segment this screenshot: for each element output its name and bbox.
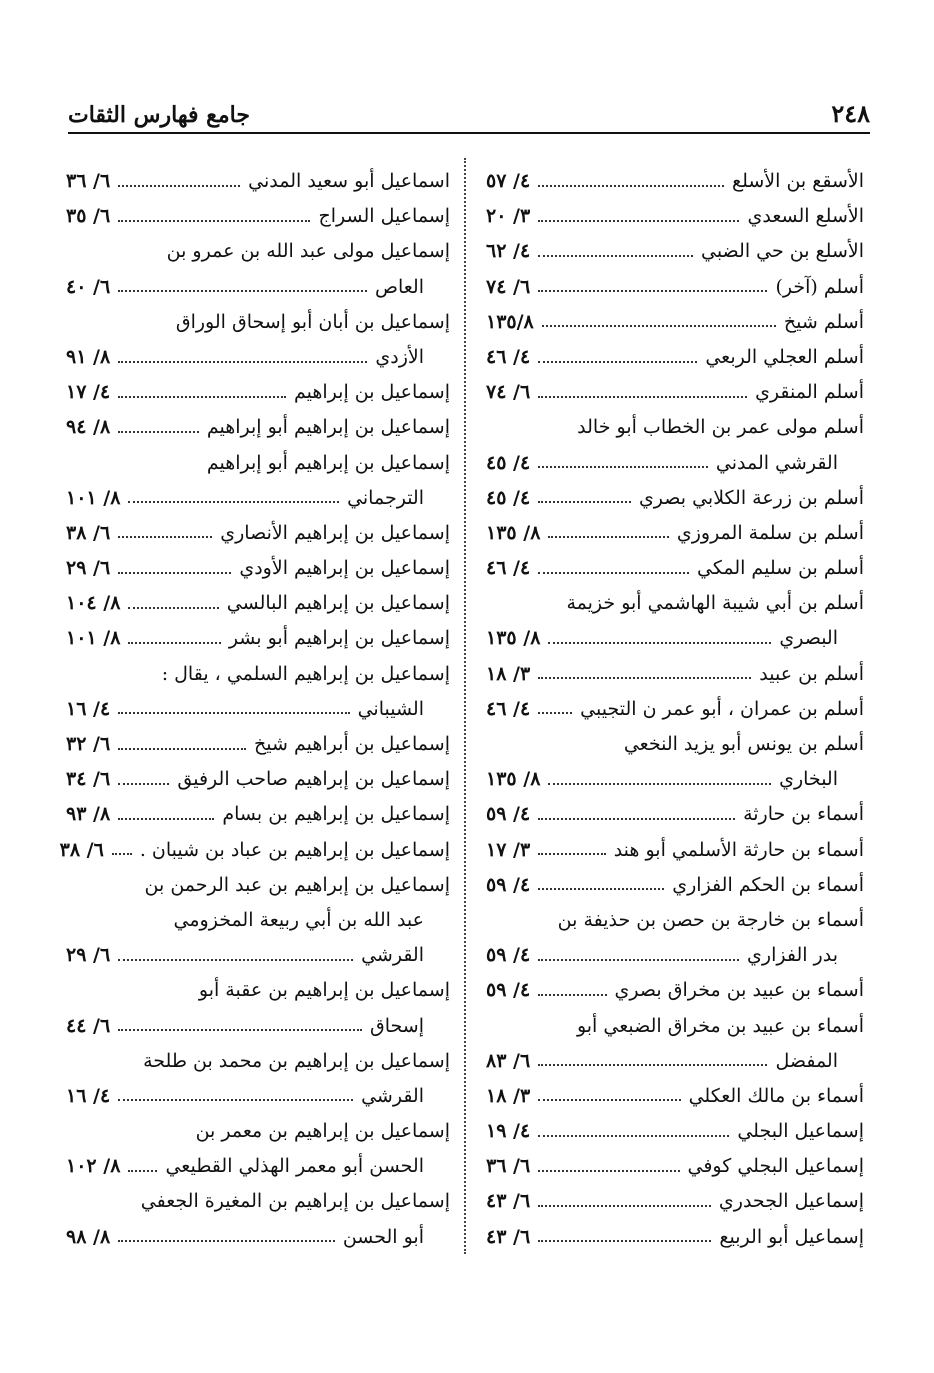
index-entry (486, 586, 864, 621)
dot-leader (548, 642, 771, 644)
index-entry (66, 1184, 450, 1219)
entry-name: عبد الله بن أبي ربيعة المخزومي (173, 908, 424, 931)
index-entry (486, 1009, 864, 1044)
dot-leader (538, 1099, 680, 1101)
entry-name: إسماعيل بن إبراهيم بن محمد بن طلحة (143, 1049, 450, 1072)
index-entry (486, 833, 864, 868)
index-entry (66, 727, 450, 762)
dot-leader (538, 1135, 729, 1137)
dot-leader (538, 501, 631, 503)
volume-page-ref: ٨/ ١٠١ (66, 486, 121, 509)
index-entry-continuation (66, 1220, 450, 1255)
volume-page-ref: ٦/ ٤٣ (486, 1225, 531, 1248)
entry-name: إسماعيل بن إبراهيم بن بسام (222, 803, 450, 826)
entry-name: أسلم العجلي الربعي (705, 345, 864, 368)
index-entry-continuation (66, 938, 450, 973)
volume-page-ref: ٤/ ٤٥ (486, 451, 531, 474)
entry-name: الحسن أبو معمر الهذلي القطيعي (165, 1155, 424, 1178)
dot-leader (118, 818, 214, 820)
volume-page-ref: ٨/ ١٣٥ (486, 768, 541, 791)
volume-page-ref: ٨/ ١٣٥ (486, 627, 541, 650)
index-entry (66, 516, 450, 551)
dot-leader (118, 783, 169, 785)
dot-leader (538, 361, 697, 363)
index-entry-continuation (486, 938, 864, 973)
index-entry (486, 340, 864, 375)
dot-leader (128, 1170, 157, 1172)
entry-name: إسماعيل بن إبراهيم بن المغيرة الجعفي (140, 1190, 450, 1213)
index-entry (486, 481, 864, 516)
entry-name: بدر الفزاري (747, 944, 838, 967)
index-entry-continuation (66, 481, 450, 516)
volume-page-ref: ٤/ ٤٦ (486, 697, 531, 720)
dot-leader (538, 255, 693, 257)
index-entry (66, 868, 450, 903)
dot-leader (118, 1240, 335, 1242)
index-entry (486, 1220, 864, 1255)
index-entry (66, 305, 450, 340)
index-entry (66, 973, 450, 1008)
entry-name: أسماء بن الحكم الفزاري (672, 873, 864, 896)
entry-name: الترجماني (347, 486, 424, 509)
entry-name: أسماء بن حارثة (743, 803, 864, 826)
index-entry (59, 833, 450, 868)
dot-leader (118, 220, 310, 222)
entry-name: إسماعيل بن إبراهيم أبو إبراهيم (206, 451, 450, 474)
dot-leader (538, 466, 708, 468)
index-entry (66, 410, 450, 445)
volume-page-ref: ٤/ ١٩ (486, 1120, 531, 1143)
index-entry (486, 868, 864, 903)
volume-page-ref: ٦/ ٢٩ (66, 944, 111, 967)
entry-name: إسماعيل الجحدري (718, 1190, 864, 1213)
volume-page-ref: ٤/ ٥٩ (486, 979, 531, 1002)
dot-leader (118, 748, 246, 750)
volume-page-ref: ٦/ ٣٨ (66, 521, 111, 544)
entry-name: أسماء بن عبيد بن مخراق الضبعي أبو (576, 1014, 864, 1037)
entry-name: أسلم بن سليم المكي (697, 557, 864, 580)
volume-page-ref: ٨/ ٩٤ (66, 416, 111, 439)
index-entry (486, 410, 864, 445)
volume-page-ref: ٦/ ٧٤ (486, 275, 531, 298)
volume-page-ref: ٨/ ١٠٤ (66, 592, 121, 615)
dot-leader (118, 431, 199, 433)
index-entry (66, 586, 450, 621)
index-entry (486, 164, 864, 199)
entry-name: المفضل (775, 1049, 838, 1072)
dot-leader (538, 677, 751, 679)
volume-page-ref: ٦/ ٣٢ (66, 733, 111, 755)
index-entry (486, 305, 864, 340)
entry-name: إسماعيل بن إبراهيم بن عقبة أبو (198, 979, 450, 1002)
index-entry-continuation (66, 1149, 450, 1184)
dot-leader (542, 325, 776, 327)
index-entry (66, 551, 450, 586)
entry-name: إسماعيل مولى عبد الله بن عمرو بن (166, 240, 450, 263)
index-entry (486, 797, 864, 832)
volume-page-ref: ٦/ ٧٤ (486, 381, 531, 404)
volume-page-ref: ٨/ ١٠١ (66, 627, 121, 650)
volume-page-ref: ٦/ ٨٣ (486, 1049, 531, 1072)
entry-name: العاص (375, 275, 424, 298)
dot-leader (128, 607, 218, 609)
volume-page-ref: ٦/ ٢٩ (66, 557, 111, 580)
entry-name: إسحاق (370, 1014, 424, 1037)
index-column-left (59, 164, 450, 1255)
volume-page-ref: ٤/ ٥٧ (486, 170, 531, 192)
index-entry (486, 270, 864, 305)
entry-name: أسلم بن أبي شيبة الهاشمي أبو خزيمة (566, 592, 864, 615)
dot-leader (548, 783, 771, 785)
entry-name: البخاري (779, 768, 838, 791)
entry-name: أسماء بن مالك العكلي (688, 1084, 864, 1107)
index-entry-continuation (486, 762, 864, 797)
index-entry (486, 1079, 864, 1114)
index-entry-continuation (486, 1044, 864, 1079)
index-entry-continuation (66, 1079, 450, 1114)
entry-name: أسلم شيخ (783, 310, 864, 333)
entry-name: أسماء بن حارثة الأسلمي أبو هند (613, 838, 864, 861)
dot-leader (128, 642, 220, 644)
volume-page-ref: ٦/ ٤٠ (66, 275, 111, 298)
dot-leader (538, 888, 664, 890)
dot-leader (538, 220, 739, 222)
dot-leader (538, 818, 735, 820)
entry-name: أسلم بن يونس أبو يزيد النخعي (623, 733, 864, 755)
entry-name: إسماعيل بن إبراهيم الأنصاري (220, 521, 450, 544)
index-entry (486, 1114, 864, 1149)
index-entry (486, 375, 864, 410)
dot-leader (128, 501, 339, 503)
index-entry (486, 692, 864, 727)
entry-name: إسماعيل بن إبراهيم (294, 381, 450, 404)
volume-page-ref: ٤/ ١٦ (66, 1084, 111, 1107)
entry-name: إسماعيل بن إبراهيم السلمي ، يقال : (161, 662, 450, 685)
volume-page-ref: ٤/ ١٧ (66, 381, 111, 404)
entry-name: أسماء بن عبيد بن مخراق بصري (614, 979, 864, 1002)
entry-name: القرشي المدني (715, 451, 838, 474)
volume-page-ref: ٨/ ١٠٢ (66, 1155, 121, 1178)
dot-leader (118, 712, 349, 714)
entry-name: اسماعيل أبو سعيد المدني (248, 170, 450, 192)
entry-name: الأزدي (375, 345, 424, 368)
entry-name: الشيباني (357, 697, 424, 720)
index-entry (66, 621, 450, 656)
dot-leader (112, 853, 132, 855)
volume-page-ref: ٣/ ١٨ (486, 662, 531, 685)
index-entry (486, 903, 864, 938)
entry-name: إسماعيل بن إبراهيم بن عبد الرحمن بن (144, 873, 450, 896)
index-entry (66, 657, 450, 692)
index-entry (486, 973, 864, 1008)
index-entry (486, 234, 864, 269)
entry-name: إسماعيل بن إبراهيم صاحب الرفيق (177, 768, 450, 791)
entry-name: إسماعيل السراج (318, 205, 450, 228)
entry-name: أسلم المنقري (755, 381, 864, 404)
dot-leader (538, 572, 689, 574)
entry-name: إسماعيل بن إبراهيم أبو إبراهيم (206, 416, 450, 439)
index-entry (66, 164, 450, 199)
index-entry (486, 727, 864, 762)
page-header (68, 92, 870, 134)
index-entry-continuation (66, 340, 450, 375)
dot-leader (118, 290, 367, 292)
volume-page-ref: ٤/ ٥٩ (486, 803, 531, 826)
dot-leader (538, 185, 724, 187)
volume-page-ref: ٦/ ٣٤ (66, 768, 111, 791)
dot-leader (118, 536, 212, 538)
index-entry (66, 446, 450, 481)
entry-name: القرشي (361, 1084, 424, 1107)
entry-name: إسماعيل بن إبراهيم البالسي (226, 592, 450, 615)
volume-page-ref: ٣/ ١٨ (486, 1084, 531, 1107)
column-divider (464, 158, 466, 1254)
dot-leader (118, 572, 231, 574)
entry-name: الأسقع بن الأسلع (731, 170, 864, 192)
entry-name: أبو الحسن (342, 1225, 424, 1248)
index-entry (486, 1184, 864, 1219)
volume-page-ref: ٤/ ٤٦ (486, 557, 531, 580)
volume-page-ref: ٤/ ٥٩ (486, 944, 531, 967)
dot-leader (118, 959, 353, 961)
entry-name: أسلم بن زرعة الكلابي بصري (638, 486, 864, 509)
entry-name: إسماعيل أبو الربيع (719, 1225, 864, 1248)
index-entry-continuation (66, 903, 450, 938)
volume-page-ref: ٨/ ٩٣ (66, 803, 111, 826)
index-entry-continuation (66, 692, 450, 727)
entry-name: إسماعيل بن إبراهيم أبو بشر (228, 627, 450, 650)
entry-name: إسماعيل بن إبراهيم بن عباد بن شيبان . (139, 838, 450, 861)
entry-name: البصري (779, 627, 838, 650)
index-entry (66, 234, 450, 269)
dot-leader (538, 959, 739, 961)
dot-leader (538, 994, 606, 996)
entry-name: الأسلع بن حي الضبي (700, 240, 864, 263)
dot-leader (538, 396, 747, 398)
volume-page-ref: ٦/ ٣٥ (66, 205, 111, 228)
entry-name: أسلم بن سلمة المروزي (676, 521, 864, 544)
entry-name: الأسلع السعدي (747, 205, 864, 228)
entry-name: إسماعيل بن إبراهيم الأودي (239, 557, 450, 580)
page-number: ٢٤٨ (831, 99, 870, 128)
entry-name: إسماعيل البجلي (737, 1120, 864, 1143)
volume-page-ref: ٨/ ١٣٥ (486, 521, 541, 544)
volume-page-ref: ٤/ ٥٩ (486, 873, 531, 896)
dot-leader (548, 536, 668, 538)
dot-leader (118, 361, 367, 363)
index-entry-continuation (486, 621, 864, 656)
volume-page-ref: ١٣٥/٨ (486, 310, 534, 333)
dot-leader (118, 185, 240, 187)
dot-leader (538, 1064, 767, 1066)
index-entry (486, 199, 864, 234)
volume-page-ref: ٤/ ١٦ (66, 697, 111, 720)
index-entry-continuation (486, 446, 864, 481)
volume-page-ref: ٨/ ٩١ (66, 345, 111, 368)
volume-page-ref: ٦/ ٤٤ (66, 1014, 111, 1037)
index-entry (486, 1149, 864, 1184)
index-entry (66, 375, 450, 410)
volume-page-ref: ٦/ ٤٣ (486, 1190, 531, 1213)
dot-leader (118, 1099, 353, 1101)
dot-leader (538, 1205, 711, 1207)
index-entry (486, 516, 864, 551)
volume-page-ref: ٦/ ٣٦ (486, 1155, 531, 1178)
index-entry (66, 797, 450, 832)
dot-leader (118, 1029, 362, 1031)
volume-page-ref: ٣/ ١٧ (486, 838, 531, 861)
running-title: جامع فهارس الثقات (68, 102, 250, 128)
index-entry (66, 199, 450, 234)
index-entry (486, 551, 864, 586)
index-entry (486, 657, 864, 692)
entry-name: إسماعيل بن أبراهيم شيخ (254, 733, 450, 755)
dot-leader (538, 1170, 679, 1172)
volume-page-ref: ٤/ ٦٢ (486, 240, 531, 263)
index-entry-continuation (66, 270, 450, 305)
entry-name: أسماء بن خارجة بن حصن بن حذيفة بن (557, 908, 864, 931)
entry-name: أسلم بن عبيد (759, 662, 864, 685)
entry-name: أسلم مولى عمر بن الخطاب أبو خالد (577, 416, 864, 439)
dot-leader (538, 1240, 711, 1242)
dot-leader (538, 712, 572, 714)
dot-leader (538, 290, 767, 292)
volume-page-ref: ٦/ ٣٦ (66, 170, 111, 192)
index-entry-continuation (66, 1009, 450, 1044)
index-entry (66, 1044, 450, 1079)
dot-leader (118, 396, 286, 398)
index-column-right (486, 164, 864, 1255)
entry-name: إسماعيل بن أبان أبو إسحاق الوراق (175, 310, 450, 333)
volume-page-ref: ٤/ ٤٥ (486, 486, 531, 509)
volume-page-ref: ٤/ ٤٦ (486, 345, 531, 368)
volume-page-ref: ٣/ ٢٠ (486, 205, 531, 228)
index-entry (66, 762, 450, 797)
entry-name: القرشي (361, 944, 424, 967)
entry-name: أسلم (آخر) (775, 275, 864, 298)
index-entry (66, 1114, 450, 1149)
volume-page-ref: ٦/ ٣٨ (59, 838, 104, 861)
dot-leader (538, 853, 606, 855)
entry-name: إسماعيل البجلي كوفي (687, 1155, 864, 1178)
volume-page-ref: ٨/ ٩٨ (66, 1225, 111, 1248)
entry-name: أسلم بن عمران ، أبو عمر ن التجيبي (580, 697, 864, 720)
entry-name: إسماعيل بن إبراهيم بن معمر بن (195, 1120, 450, 1143)
